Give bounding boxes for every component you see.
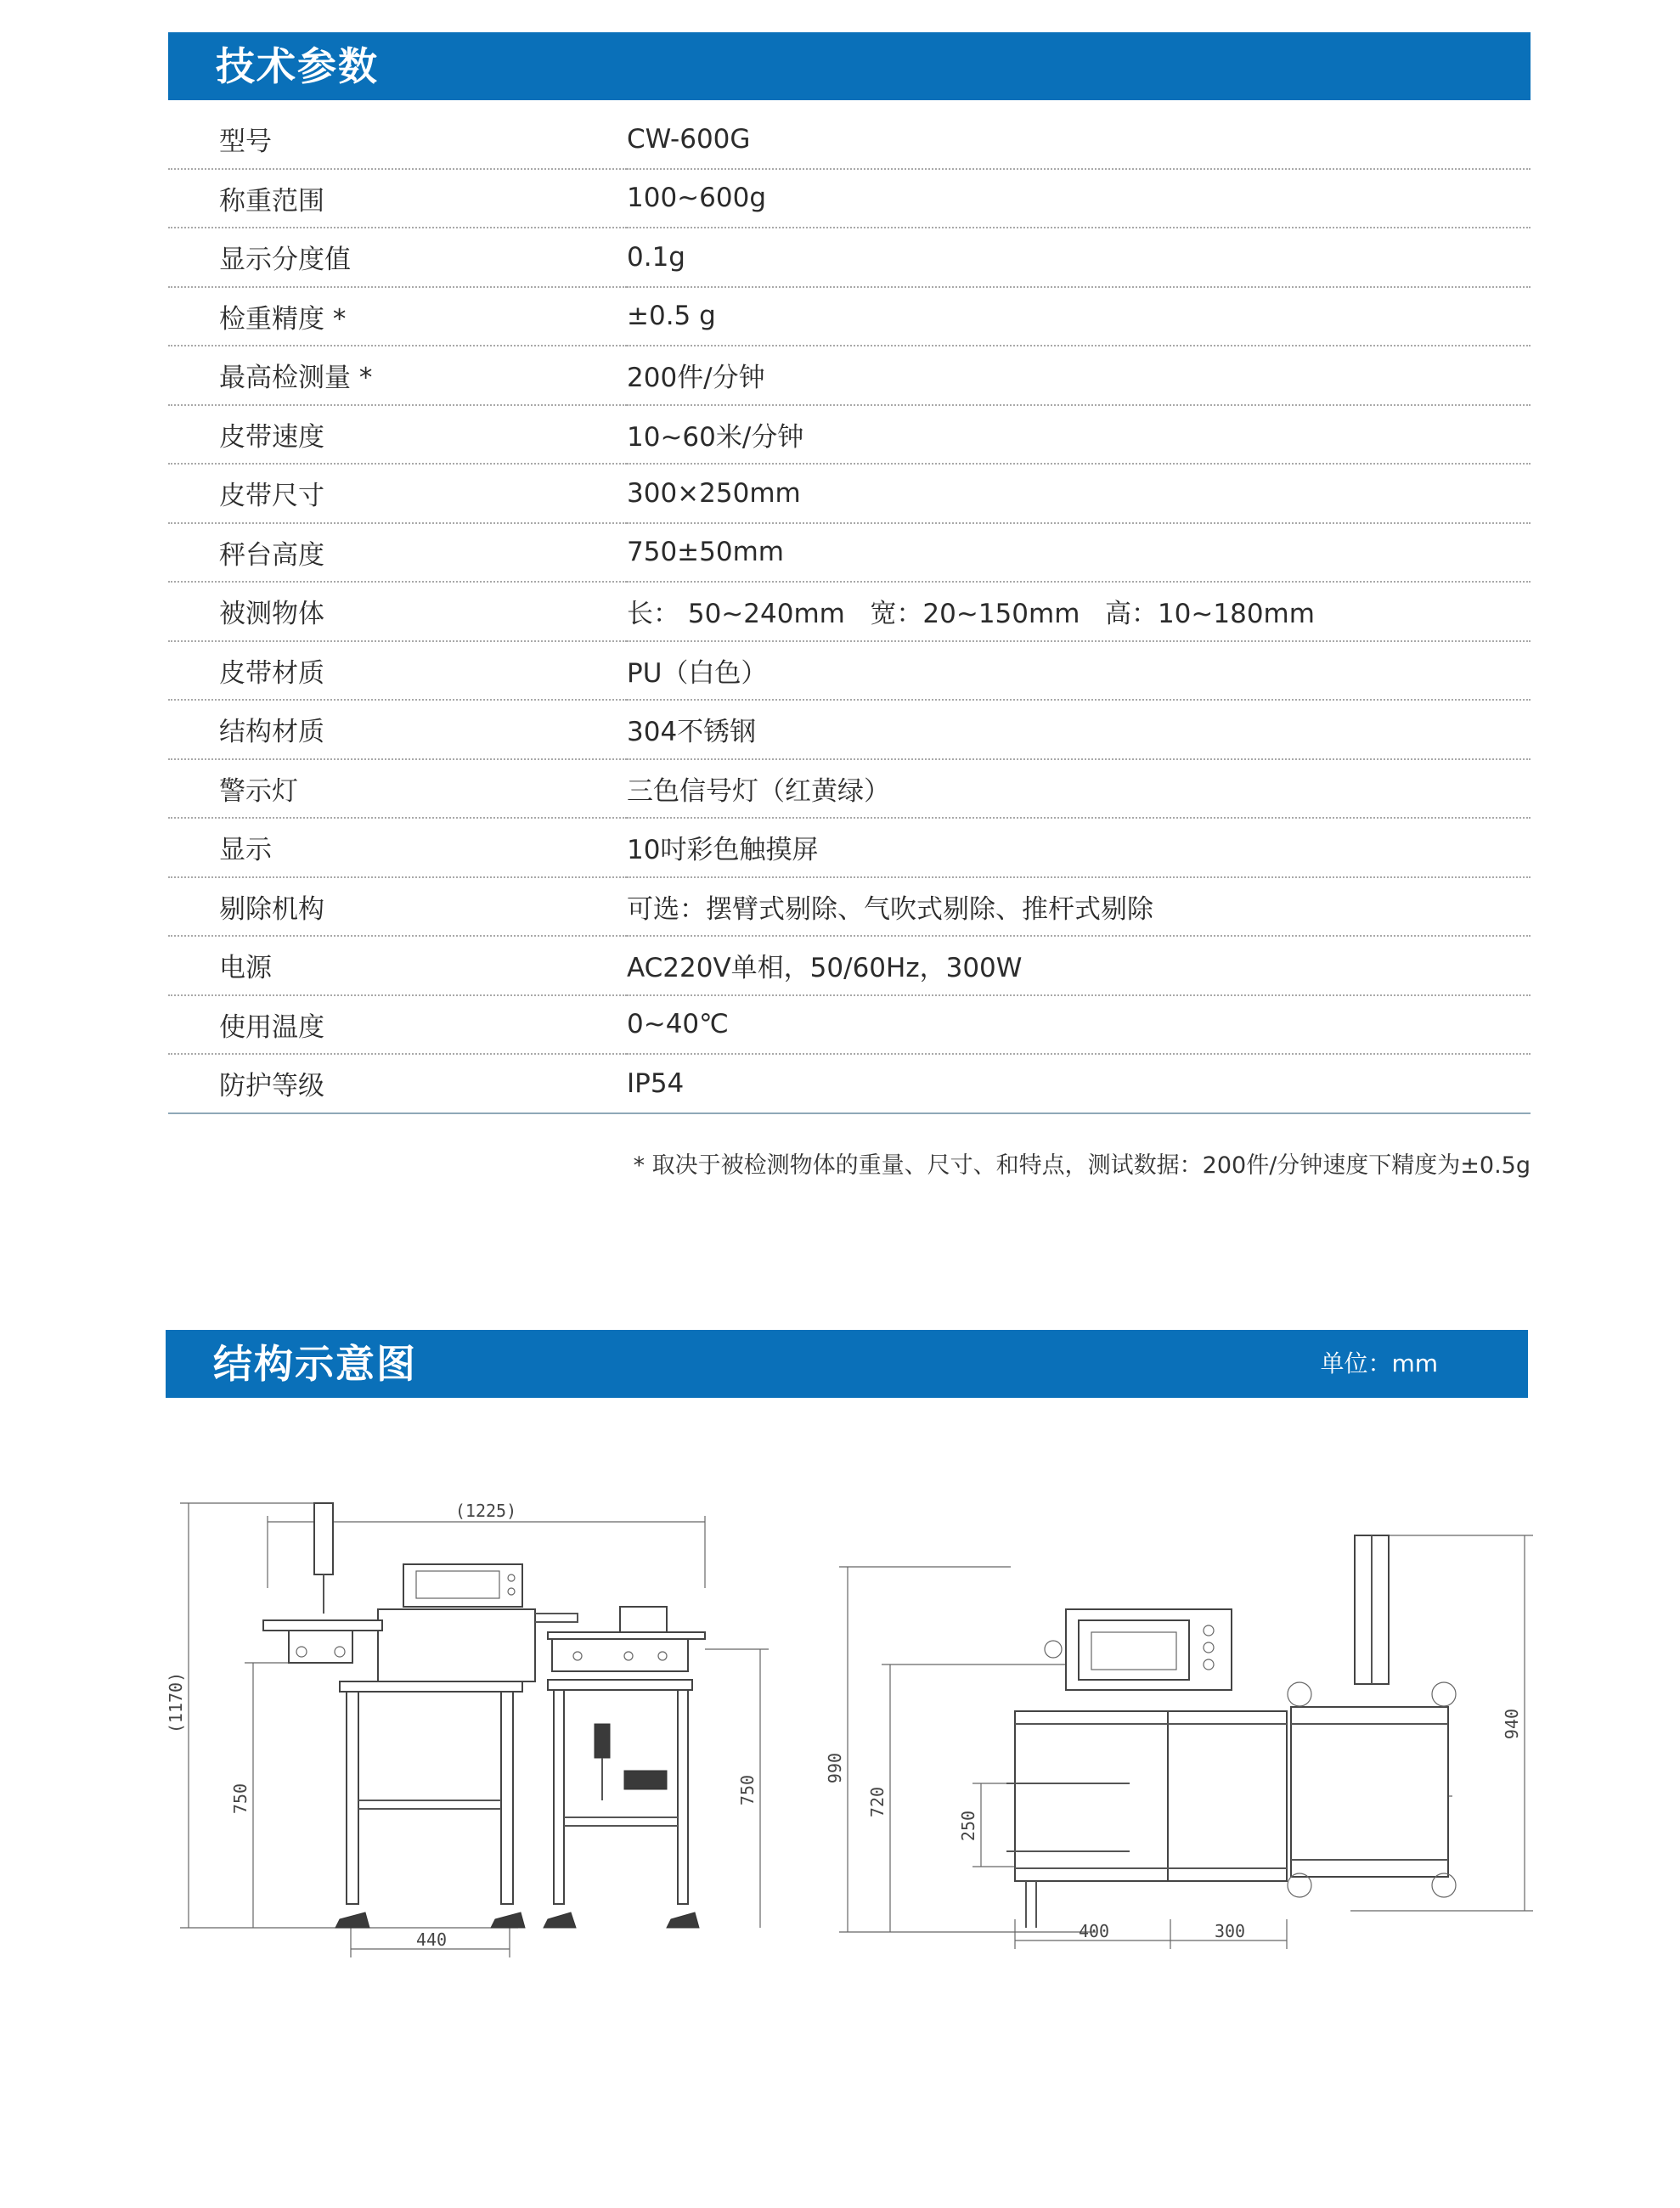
spec-label: 防护等级 (168, 1054, 627, 1113)
spec-row (168, 877, 1531, 937)
spec-value: 304不锈钢 (627, 700, 1531, 759)
spec-row (168, 346, 1531, 405)
spec-label: 被测物体 (168, 582, 627, 641)
dim-250: 250 (958, 1810, 978, 1842)
spec-value: 10吋彩色触摸屏 (627, 818, 1531, 877)
spec-footnote: * 取决于被检测物体的重量、尺寸、和特点，测试数据：200件/分钟速度下精度为±0.5g (633, 1152, 1531, 1179)
spec-value: 长： 50~240mm 宽：20~150mm 高：10~180mm (627, 582, 1531, 641)
spec-value: 200件/分钟 (627, 346, 1531, 405)
spec-value: PU（白色） (627, 641, 1531, 701)
spec-row (168, 523, 1531, 583)
spec-row (168, 818, 1531, 877)
spec-row (168, 700, 1531, 759)
spec-label: 皮带速度 (168, 405, 627, 465)
spec-label: 检重精度 * (168, 287, 627, 346)
spec-label: 最高检测量 * (168, 346, 627, 405)
spec-value: 10~60米/分钟 (627, 405, 1531, 465)
dim-total-height: (1170) (166, 1671, 186, 1734)
spec-row (168, 464, 1531, 523)
dim-300: 300 (1214, 1921, 1246, 1941)
dim-720: 720 (867, 1786, 888, 1818)
spec-row (168, 405, 1531, 465)
spec-label: 电源 (168, 936, 627, 995)
spec-label: 使用温度 (168, 995, 627, 1055)
unit-label: 单位：mm (1320, 1349, 1438, 1377)
spec-row (168, 995, 1531, 1055)
dim-990: 990 (825, 1752, 845, 1784)
spec-value: CW-600G (627, 110, 1531, 169)
spec-value: 可选：摆臂式剔除、气吹式剔除、推杆式剔除 (627, 877, 1531, 937)
spec-row (168, 641, 1531, 701)
spec-label: 型号 (168, 110, 627, 169)
spec-value: 0.1g (627, 228, 1531, 287)
spec-label: 称重范围 (168, 169, 627, 228)
spec-value: 0~40℃ (627, 995, 1531, 1055)
top-view (825, 1535, 1533, 1949)
spec-row (168, 936, 1531, 995)
spec-label: 皮带尺寸 (168, 464, 627, 523)
spec-label: 警示灯 (168, 759, 627, 819)
dim-940: 940 (1502, 1708, 1522, 1740)
dim-width: (1225) (454, 1501, 517, 1521)
spec-table (168, 110, 1531, 1114)
spec-label: 结构材质 (168, 700, 627, 759)
spec-value: IP54 (627, 1054, 1531, 1113)
spec-value: 100~600g (627, 169, 1531, 228)
spec-row (168, 582, 1531, 641)
spec-section-header (168, 32, 1531, 100)
spec-row (168, 1054, 1531, 1113)
spec-label: 皮带材质 (168, 641, 627, 701)
spec-row (168, 110, 1531, 169)
structure-section-header (166, 1330, 1528, 1398)
spec-value: ±0.5 g (627, 287, 1531, 346)
spec-row (168, 228, 1531, 287)
spec-label: 剔除机构 (168, 877, 627, 937)
dim-table-height-left: 750 (230, 1783, 251, 1815)
dim-table-height-right: 750 (737, 1774, 758, 1806)
spec-value: 300×250mm (627, 464, 1531, 523)
spec-row (168, 169, 1531, 228)
spec-row (168, 287, 1531, 346)
front-view (166, 1501, 769, 1957)
spec-value: 750±50mm (627, 523, 1531, 583)
dim-400-bottom: 400 (1078, 1921, 1110, 1941)
structure-drawing (161, 1469, 1537, 1979)
dim-leg-span: 440 (415, 1929, 448, 1950)
spec-value: 三色信号灯（红黄绿） (627, 759, 1531, 819)
spec-row (168, 759, 1531, 819)
spec-value: AC220V单相，50/60Hz，300W (627, 936, 1531, 995)
structure-section-title: 结构示意图 (213, 1341, 417, 1387)
spec-label: 显示分度值 (168, 228, 627, 287)
spec-label: 秤台高度 (168, 523, 627, 583)
spec-label: 显示 (168, 818, 627, 877)
spec-section-title: 技术参数 (216, 43, 379, 89)
